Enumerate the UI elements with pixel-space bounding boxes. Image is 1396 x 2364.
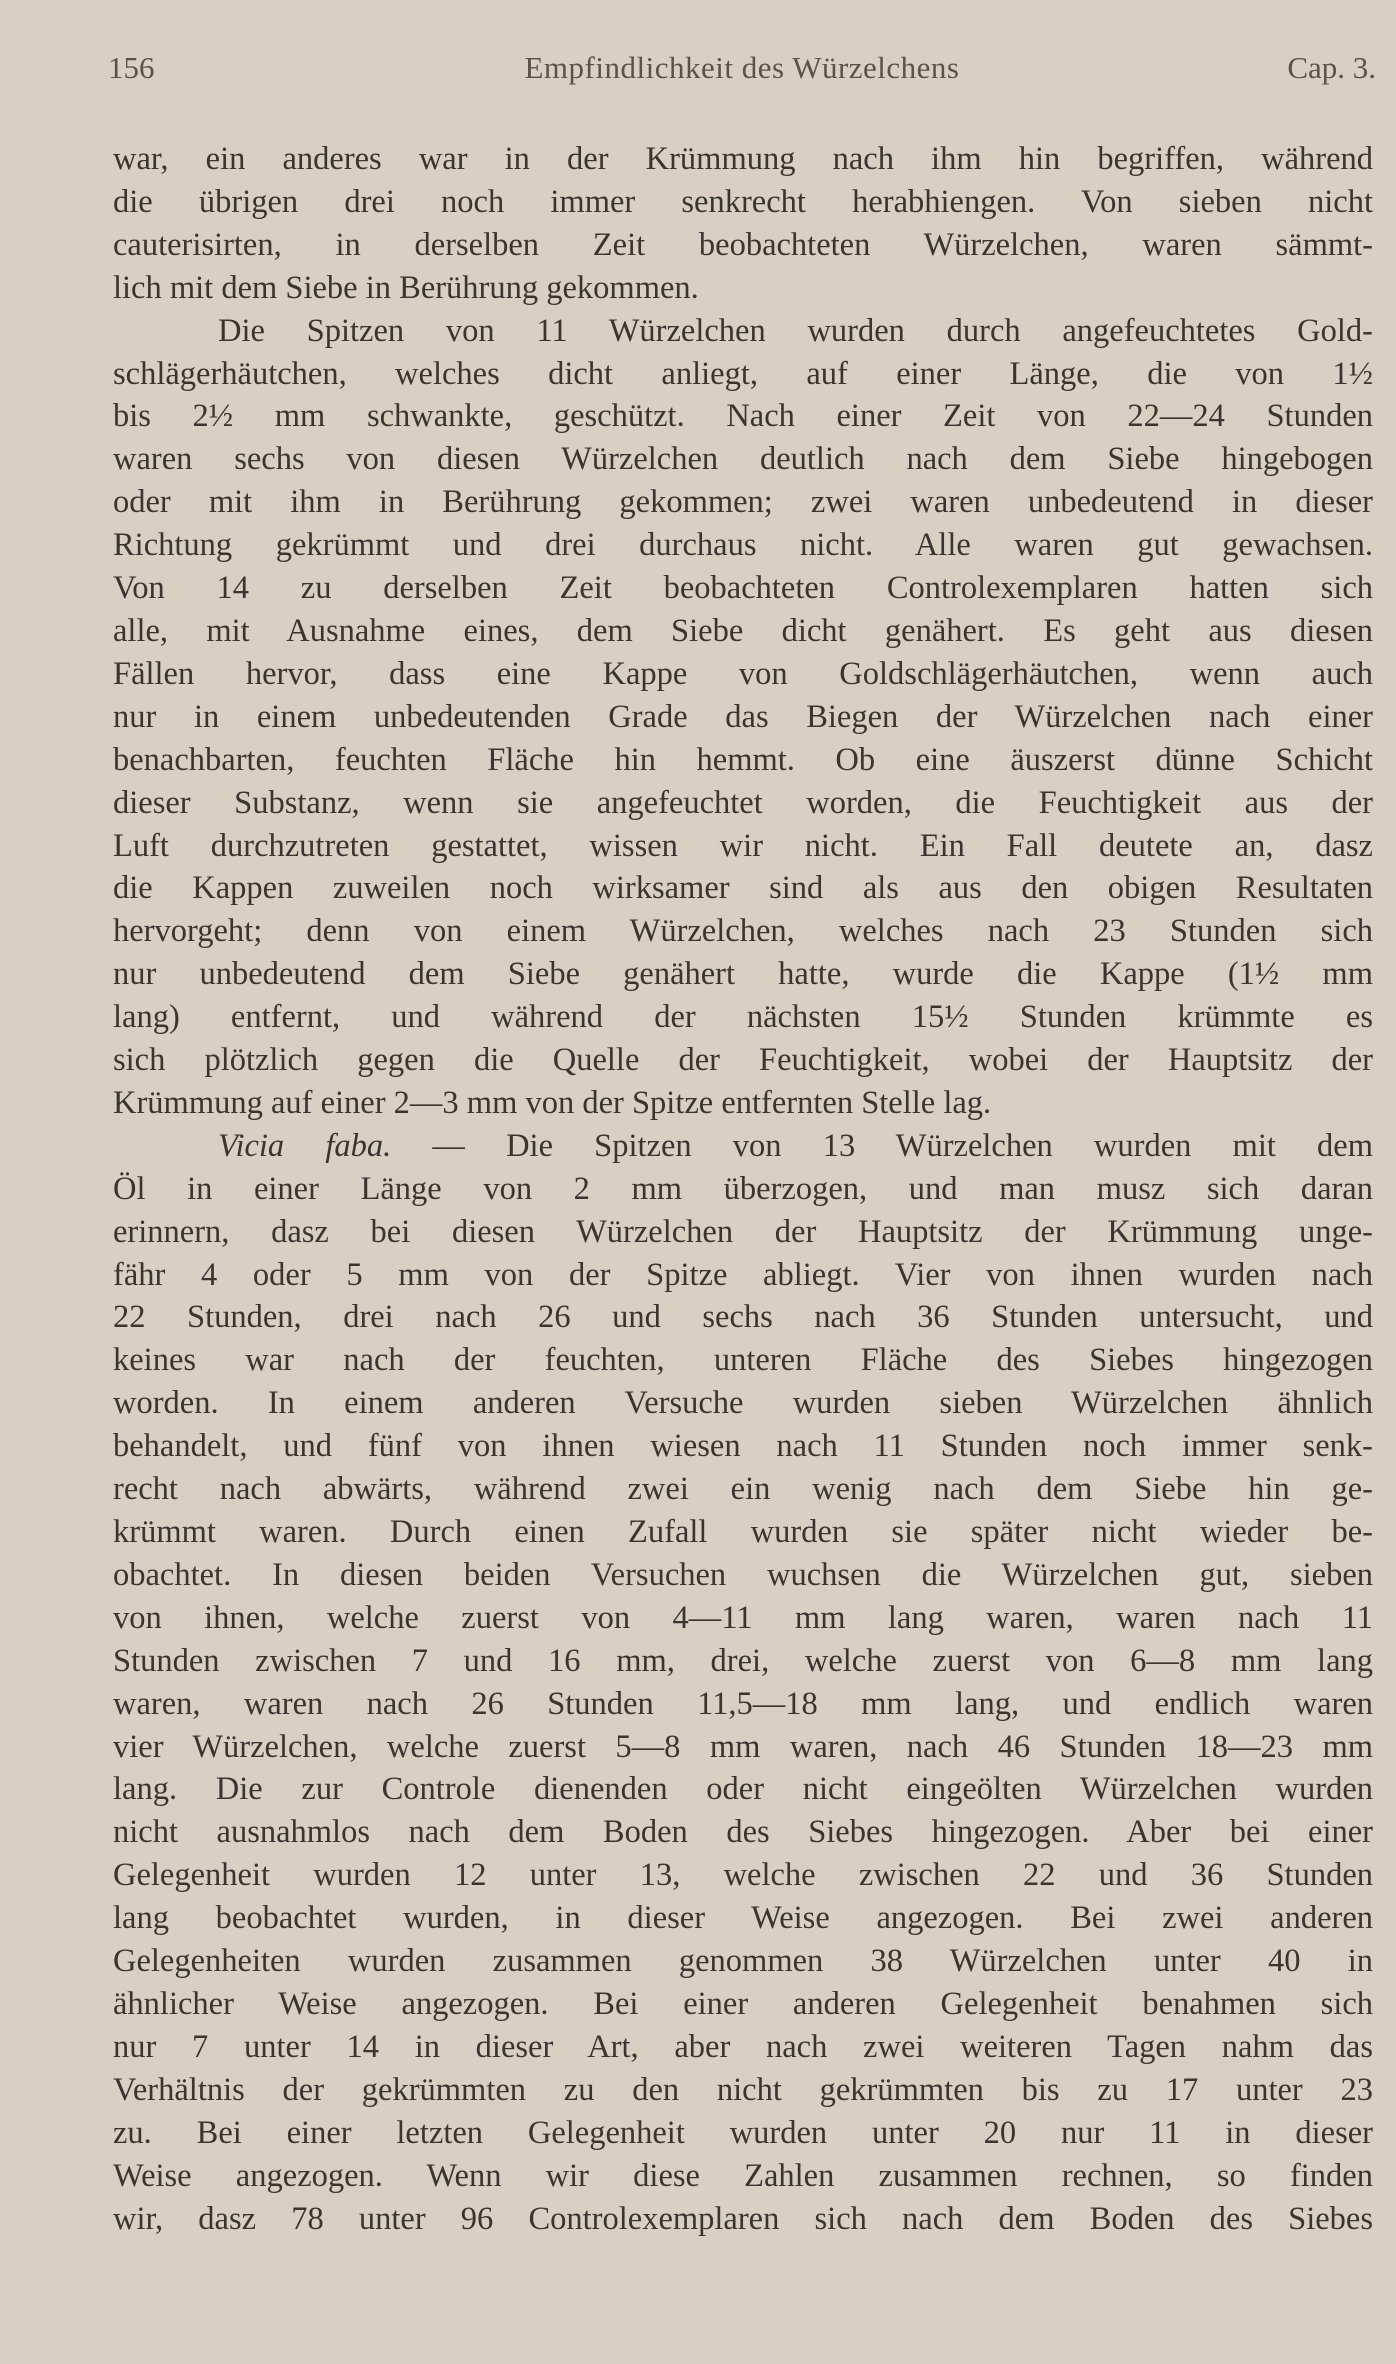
text-line: keines war nach der feuchten, unteren Fläche des Siebes hingezogen xyxy=(113,1342,1373,1379)
text-line: Die Spitzen von 11 Würzelchen wurden durch angefeuchtetes Gold- xyxy=(218,312,1373,349)
text-line: Weise angezogen. Wenn wir diese Zahlen zusammen rechnen, so finden xyxy=(113,2157,1373,2194)
text-line: nicht ausnahmlos nach dem Boden des Siebes hingezogen. Aber bei einer xyxy=(113,1814,1373,1851)
running-title: Empfindlichkeit des Würzelchens xyxy=(524,50,960,85)
text-line: dieser Substanz, wenn sie angefeuchtet worden, die Feuchtigkeit aus der xyxy=(113,784,1373,821)
text-line: worden. In einem anderen Versuche wurden sieben Würzelchen ähnlich xyxy=(113,1385,1373,1422)
text-line-species xyxy=(113,1125,1373,1168)
text-line: oder mit ihm in Berührung gekommen; zwei waren unbedeutend in dieser xyxy=(113,484,1373,521)
text-line: waren sechs von diesen Würzelchen deutlich nach dem Siebe hingebogen xyxy=(113,441,1373,478)
text-line: wir, dasz 78 unter 96 Controlexemplaren sich nach dem Boden des Siebes xyxy=(113,2200,1373,2237)
text-line: lang) entfernt, und während der nächsten 15½ Stunden krümmte es xyxy=(113,999,1373,1036)
text-line: alle, mit Ausnahme eines, dem Siebe dicht genähert. Es geht aus diesen xyxy=(113,612,1373,649)
text-line: Luft durchzutreten gestattet, wissen wir nicht. Ein Fall deutete an, dasz xyxy=(113,827,1373,864)
text-line: sich plötzlich gegen die Quelle der Feuchtigkeit, wobei der Hauptsitz der xyxy=(113,1042,1373,1079)
text-line: obachtet. In diesen beiden Versuchen wuchsen die Würzelchen gut, sieben xyxy=(113,1556,1373,1593)
text-line: vier Würzelchen, welche zuerst 5—8 mm waren, nach 46 Stunden 18—23 mm xyxy=(113,1728,1373,1765)
text-line: nur unbedeutend dem Siebe genähert hatte, wurde die Kappe (1½ mm xyxy=(113,956,1373,993)
text-line: cauterisirten, in derselben Zeit beobachteten Würzelchen, waren sämmt- xyxy=(113,226,1373,263)
species-name: Vicia faba. xyxy=(218,1127,392,1164)
text-line: Verhältnis der gekrümmten zu den nicht gekrümmten bis zu 17 unter 23 xyxy=(113,2071,1373,2108)
text-line: war, ein anderes war in der Krümmung nach ihm hin begriffen, während xyxy=(113,141,1373,177)
text-line: zu. Bei einer letzten Gelegenheit wurden unter 20 nur 11 in dieser xyxy=(113,2114,1373,2151)
text-line: nur in einem unbedeutenden Grade das Biegen der Würzelchen nach einer xyxy=(113,698,1373,735)
text-line: Öl in einer Länge von 2 mm überzogen, und man musz sich daran xyxy=(113,1170,1373,1207)
running-header xyxy=(108,50,1376,98)
text-line: schlägerhäutchen, welches dicht anliegt, auf einer Länge, die von 1½ xyxy=(113,355,1373,392)
text-line: Stunden zwischen 7 und 16 mm, drei, welche zuerst von 6—8 mm lang xyxy=(113,1642,1373,1679)
text-line: die Kappen zuweilen noch wirksamer sind als aus den obigen Resultaten xyxy=(113,870,1373,907)
text-line: bis 2½ mm schwankte, geschützt. Nach einer Zeit von 22—24 Stunden xyxy=(113,398,1373,435)
text-line: Richtung gekrümmt und drei durchaus nicht. Alle waren gut gewachsen. xyxy=(113,527,1373,564)
text-line: behandelt, und fünf von ihnen wiesen nach 11 Stunden noch immer senk- xyxy=(113,1428,1373,1465)
text-line: benachbarten, feuchten Fläche hin hemmt. Ob eine äuszerst dünne Schicht xyxy=(113,741,1373,778)
page-number: 156 xyxy=(108,50,155,85)
text-line: hervorgeht; denn von einem Würzelchen, welches nach 23 Stunden sich xyxy=(113,913,1373,950)
text-line: lich mit dem Siebe in Berührung gekommen. xyxy=(113,269,699,306)
text-line: die übrigen drei noch immer senkrecht herabhiengen. Von sieben nicht xyxy=(113,183,1373,220)
text-line: Krümmung auf einer 2—3 mm von der Spitze entfernten Stelle lag. xyxy=(113,1084,992,1121)
text-line: krümmt waren. Durch einen Zufall wurden sie später nicht wieder be- xyxy=(113,1514,1373,1550)
text-line: recht nach abwärts, während zwei ein wenig nach dem Siebe hin ge- xyxy=(113,1471,1373,1508)
text-line: fähr 4 oder 5 mm von der Spitze abliegt. Vier von ihnen wurden nach xyxy=(113,1256,1373,1293)
body-text xyxy=(113,138,1373,2240)
text-line: von ihnen, welche zuerst von 4—11 mm lang waren, waren nach 11 xyxy=(113,1599,1373,1636)
text-line: Gelegenheiten wurden zusammen genommen 38 Würzelchen unter 40 in xyxy=(113,1943,1373,1980)
text-line: Von 14 zu derselben Zeit beobachteten Controlexemplaren hatten sich xyxy=(113,570,1373,607)
text-line: lang. Die zur Controle dienenden oder nicht eingeölten Würzelchen wurden xyxy=(113,1771,1373,1808)
chapter-label: Cap. 3. xyxy=(1287,50,1376,85)
text-line: lang beobachtet wurden, in dieser Weise angezogen. Bei zwei anderen xyxy=(113,1900,1373,1937)
text-line: 22 Stunden, drei nach 26 und sechs nach 36 Stunden untersucht, und xyxy=(113,1299,1373,1336)
text-line: Fällen hervor, dass eine Kappe von Goldschlägerhäutchen, wenn auch xyxy=(113,655,1373,692)
text-line: Gelegenheit wurden 12 unter 13, welche zwischen 22 und 36 Stunden xyxy=(113,1857,1373,1894)
species-line-text: — Die Spitzen von 13 Würzelchen wurden mit dem xyxy=(432,1127,1374,1164)
text-line: erinnern, dasz bei diesen Würzelchen der Hauptsitz der Krümmung unge- xyxy=(113,1213,1373,1250)
text-line: nur 7 unter 14 in dieser Art, aber nach zwei weiteren Tagen nahm das xyxy=(113,2028,1373,2065)
text-line: waren, waren nach 26 Stunden 11,5—18 mm lang, und endlich waren xyxy=(113,1685,1373,1722)
text-line: ähnlicher Weise angezogen. Bei einer anderen Gelegenheit benahmen sich xyxy=(113,1985,1373,2022)
